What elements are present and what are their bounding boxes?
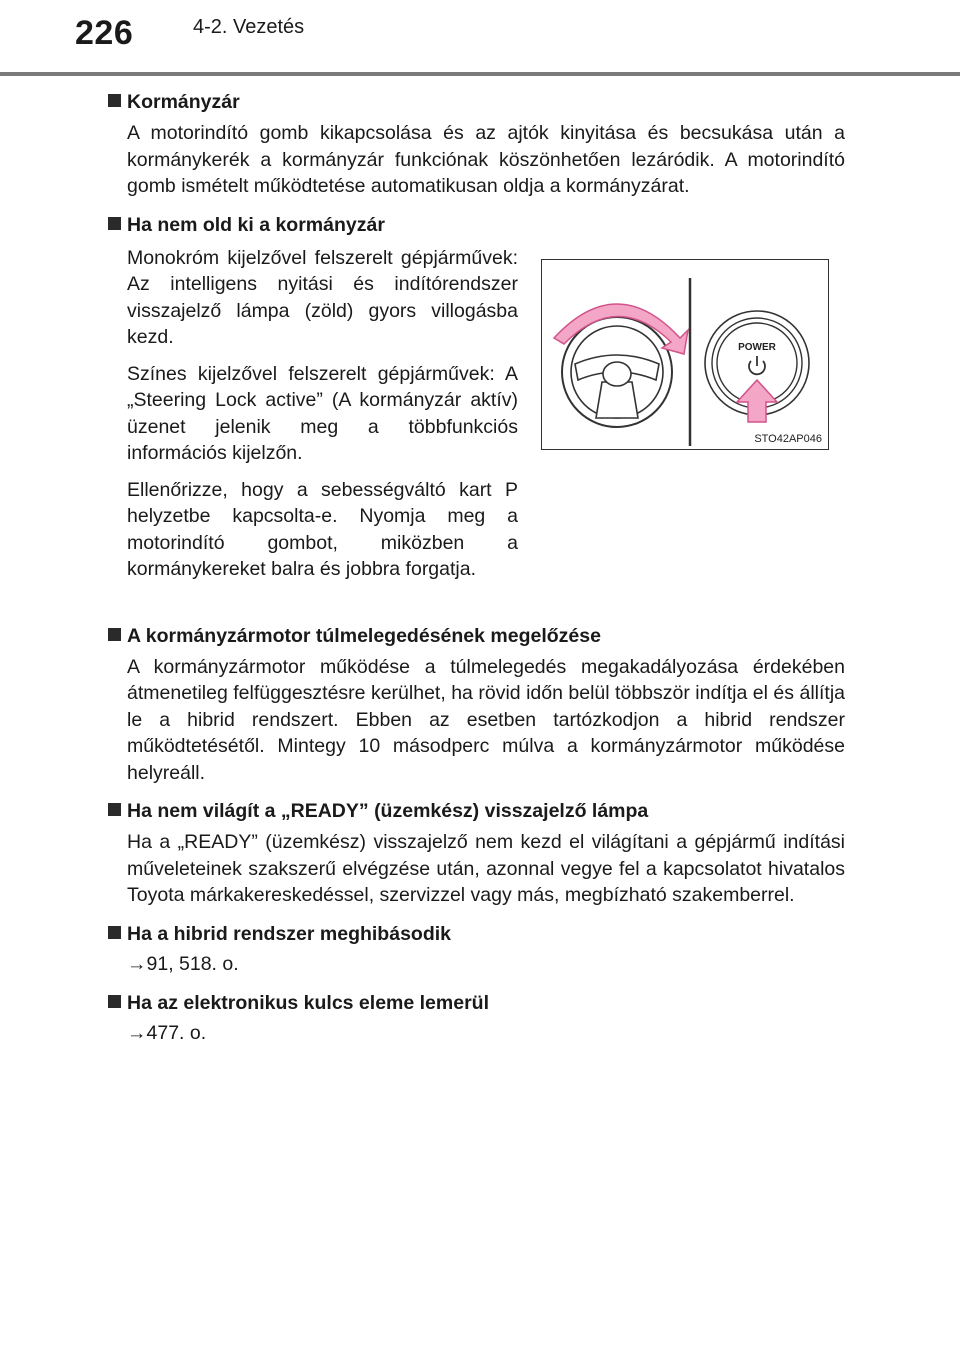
steering-power-figure: [541, 259, 829, 450]
section-body: [127, 245, 518, 583]
square-bullet-icon: [108, 803, 121, 816]
steering-wheel-power-button-illustration: [542, 260, 828, 449]
square-bullet-icon: [108, 628, 121, 641]
page-reference: →91, 518. o.: [127, 952, 239, 975]
figure-code: STO42AP046: [754, 432, 822, 445]
page-header: [0, 0, 960, 80]
header-rule: [0, 72, 960, 76]
section-heading: Ha nem világít a „READY” (üzemkész) visszajelző lámpa: [108, 797, 960, 825]
steering-wheel-icon: [562, 317, 672, 427]
section-body: A kormányzármotor működése a túlmelegedés megakadályozása érdekében átmenetileg felfüggesztésre kerülhet, ha rövid időn belül többször indítja el és állítja le a hibrid rendszert. Ebben az esetben tartózkodjon a hibrid rendszer működtetésétől. Mintegy 10 másodperc múlva a kormányzármotor működése helyreáll.: [127, 655, 845, 784]
section-title: 4-2. Vezetés: [193, 16, 305, 38]
section-body: Ha a „READY” (üzemkész) visszajelző nem kezd el világítani a gépjármű indítási műveleteinek szakszerű elvégzése után, azonnal vegye fel a kapcsolatot hivatalos Toyota márkakereskedéssel, szervizzel vagy más, megbízható szakemberrel.: [127, 831, 845, 906]
section-heading: Ha nem old ki a kormányzár: [108, 211, 960, 239]
paragraph: Ellenőrizze, hogy a sebességváltó kart P helyzetbe kapcsolta-e. Nyomja meg a motorindító gombot, miközben a kormánykereket balra és jobbra forgatja.: [127, 478, 518, 580]
square-bullet-icon: [108, 217, 121, 230]
section-heading: Kormányzár: [108, 88, 960, 116]
page-number: 226: [75, 14, 134, 52]
paragraph: Színes kijelzővel felszerelt gépjárművek: A „Steering Lock active” (A kormányzár aktív) üzenet jelenik meg a többfunkciós információs kijelzőn.: [127, 362, 518, 464]
section-steering-lock: [0, 88, 960, 200]
page-content: [0, 88, 960, 1047]
rotate-arrow-icon: [554, 304, 688, 354]
page-reference: →477. o.: [127, 1021, 207, 1044]
paragraph: Monokróm kijelzővel felszerelt gépjárművek: Az intelligens nyitási és indítórendszer visszajelző lámpa (zöld) gyors villogásba kezd.: [127, 246, 518, 348]
section-key-battery: [0, 989, 960, 1047]
square-bullet-icon: [108, 995, 121, 1008]
section-heading: Ha a hibrid rendszer meghibásodik: [108, 920, 960, 948]
section-ready-light: [0, 797, 960, 909]
square-bullet-icon: [108, 926, 121, 939]
section-heading: A kormányzármotor túlmelegedésének megelőzése: [108, 622, 960, 650]
svg-text:POWER: POWER: [738, 341, 776, 353]
section-lock-not-released: [0, 211, 960, 611]
section-hybrid-malfunction: [0, 920, 960, 978]
square-bullet-icon: [108, 94, 121, 107]
section-body: A motorindító gomb kikapcsolása és az ajtók kinyitása és becsukása után a kormánykerék a kormányzár funkciónak köszönhetően lezáródik. A motorindító gomb ismételt működtetése automatikusan oldja a kormányzárat.: [127, 122, 845, 197]
section-heading: Ha az elektronikus kulcs eleme lemerül: [108, 989, 960, 1017]
section-overheat-prevention: [0, 622, 960, 787]
